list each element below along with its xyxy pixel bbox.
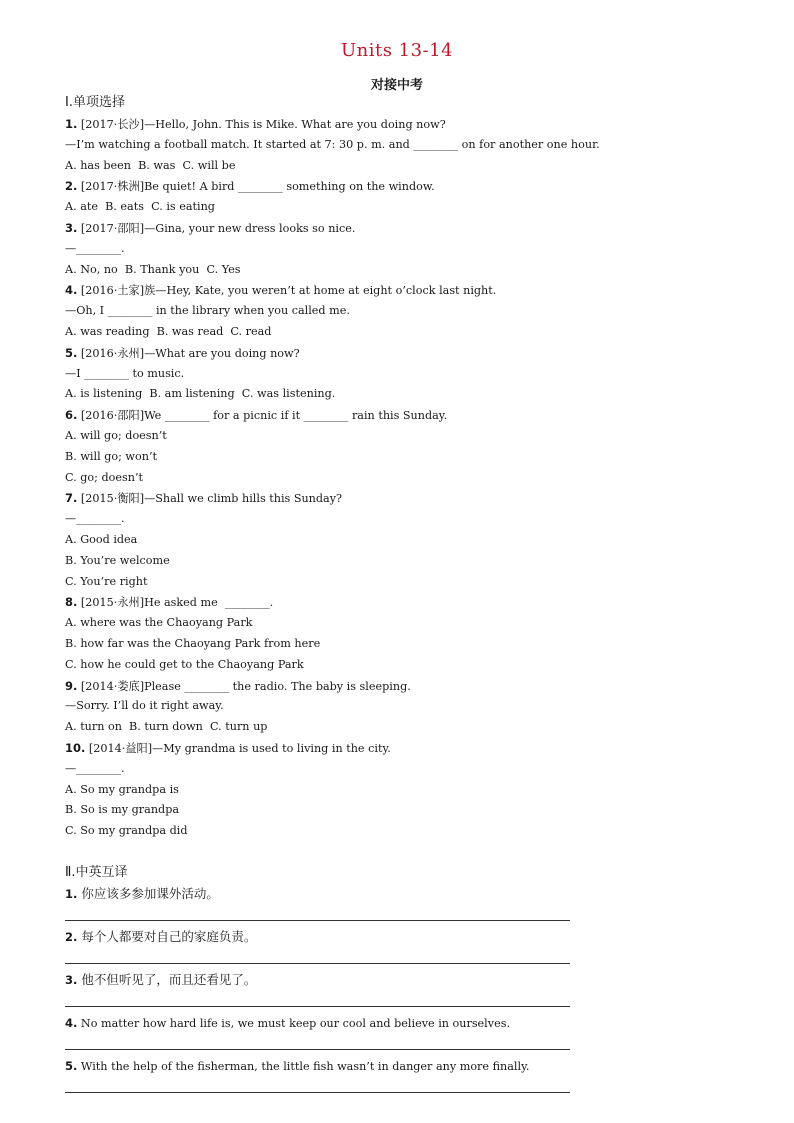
question-number: 6. [65,408,78,423]
line-text: C. go; doesn’t [65,470,144,484]
line-text: [2015·衡阳]—Shall we climb hills this Sunday? [77,492,343,506]
line-text: A. was reading B. was read C. read [65,324,272,338]
dialogue-line [65,239,755,260]
item-number: 4. [65,1015,78,1030]
page-subtitle: 对接中考 [370,78,423,93]
item-text: With the help of the fisherman, the little fish wasn’t in danger any more finally. [77,1059,530,1073]
translation-item [65,1013,755,1033]
dialogue-line [65,301,755,322]
line-text: A. has been B. was C. will be [65,158,236,172]
question-line [65,488,755,509]
answer-blank-line[interactable] [65,990,570,1007]
option-line [65,613,755,634]
line-text: —________. [65,512,125,526]
question-line [65,592,755,613]
question-number: 2. [65,179,78,194]
question-number: 5. [65,345,78,360]
answer-blank-line[interactable] [65,904,570,921]
line-text: —Sorry. I’ll do it right away. [65,699,224,713]
question-number: 8. [65,595,78,610]
translation-item [65,884,755,904]
translation-item [65,927,755,947]
question-line [65,343,755,364]
line-text: A. Good idea [65,532,138,546]
item-number: 1. [65,886,78,901]
question-number: 1. [65,117,78,131]
line-text: [2017·邵阳]—Gina, your new dress looks so nice. [77,221,356,235]
section-spacer [65,842,755,862]
dialogue-line [65,759,755,780]
option-line [65,572,755,593]
worksheet-content [65,92,755,1099]
line-text: [2016·土家]族—Hey, Kate, you weren’t at home at eight o’clock last night. [77,284,497,298]
question-line [65,280,755,301]
line-text: [2017·株洲]Be quiet! A bird ________ something on the window. [77,180,435,194]
dialogue-line [65,696,755,717]
line-text: A. is listening B. am listening C. was listening. [65,387,336,401]
line-text: B. So is my grandpa [65,803,180,817]
line-text: —________. [65,761,125,775]
question-number: 4. [65,283,78,298]
option-line [65,530,755,551]
line-text: A. So my grandpa is [65,782,179,796]
line-text: [2015·永州]He asked me ________. [77,596,274,610]
option-line [65,260,755,281]
line-text: [2016·永州]—What are you doing now? [77,346,300,360]
question-line [65,218,755,239]
option-line [65,800,755,821]
page-title: Units 13-14 [340,40,454,61]
option-line [65,780,755,801]
question-number: 3. [65,220,78,235]
option-line [65,551,755,572]
section-heading-multiple-choice: Ⅰ.单项选择 [65,95,125,110]
option-line [65,821,755,842]
line-text: C. So my grandpa did [65,824,188,838]
option-line [65,197,755,218]
line-text: A. where was the Chaoyang Park [65,616,253,630]
line-text: C. how he could get to the Chaoyang Park [65,657,304,671]
translation-item [65,970,755,990]
question-line [65,114,755,135]
answer-blank-line[interactable] [65,1076,570,1093]
line-text: [2014·娄底]Please ________ the radio. The baby is sleeping. [77,679,411,693]
option-line [65,322,755,343]
question-line [65,405,755,426]
line-text: —I ________ to music. [65,366,185,380]
item-number: 2. [65,929,78,944]
option-line [65,384,755,405]
section-heading-translation: Ⅱ.中英互译 [65,864,128,880]
question-number: 7. [65,491,78,506]
option-line [65,655,755,676]
line-text: B. how far was the Chaoyang Park from here [65,636,321,650]
multiple-choice-list [65,114,755,842]
option-line [65,156,755,177]
line-text: A. ate B. eats C. is eating [65,200,215,214]
option-line [65,426,755,447]
item-text: 你应该多参加课外活动。 [77,885,219,901]
item-text: 他不但听见了，而且还看见了。 [77,971,257,987]
item-number: 5. [65,1058,78,1073]
line-text: B. will go; won’t [65,449,157,463]
line-text: A. No, no B. Thank you C. Yes [65,262,241,276]
line-text: A. will go; doesn’t [65,428,167,442]
translation-item [65,1056,755,1076]
question-number: 10. [65,740,86,755]
option-line [65,634,755,655]
item-text: No matter how hard life is, we must keep our cool and believe in ourselves. [77,1016,510,1030]
line-text: [2014·益阳]—My grandma is used to living in the city. [85,741,391,755]
option-line [65,717,755,738]
answer-blank-line[interactable] [65,1033,570,1050]
line-text: B. You’re welcome [65,553,170,567]
line-text: —________. [65,241,125,255]
answer-blank-line[interactable] [65,947,570,964]
item-number: 3. [65,972,78,987]
item-text: 每个人都要对自己的家庭负责。 [77,928,257,944]
dialogue-line [65,509,755,530]
option-line [65,447,755,468]
line-text: A. turn on B. turn down C. turn up [65,720,268,734]
question-line [65,176,755,197]
option-line [65,468,755,489]
question-line [65,738,755,759]
line-text: [2017·长沙]—Hello, John. This is Mike. What are you doing now? [77,118,446,131]
question-line [65,676,755,697]
translation-list [65,884,755,1093]
dialogue-line [65,364,755,385]
dialogue-line [65,135,755,156]
line-text: C. You’re right [65,574,148,588]
line-text: [2016·邵阳]We ________ for a picnic if it ________ rain this Sunday. [77,409,448,423]
line-text: —Oh, I ________ in the library when you called me. [65,304,350,318]
line-text: —I’m watching a football match. It started at 7: 30 p. m. and ________ on for another one hour. [65,137,600,151]
question-number: 9. [65,678,78,693]
